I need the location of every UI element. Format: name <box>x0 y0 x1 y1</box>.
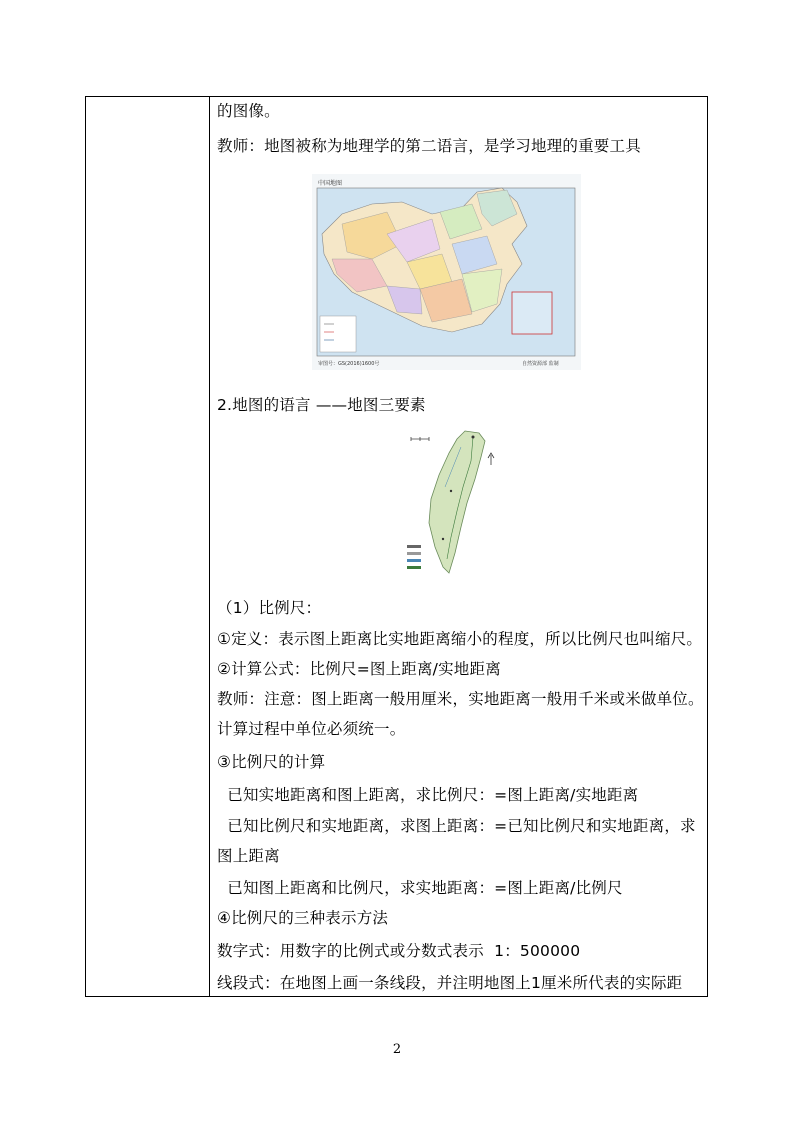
text-line: ③比例尺的计算 <box>217 753 326 771</box>
text-line: ④比例尺的三种表示方法 <box>217 909 389 927</box>
text-line: 已知比例尺和实地距离，求图上距离：=已知比例尺和实地距离，求 <box>217 817 696 835</box>
china-map-image <box>312 174 581 370</box>
column-divider <box>209 97 210 996</box>
map-footer-right: 自然资源部 监制 <box>522 361 559 367</box>
text-line: 教师：注意：图上距离一般用厘米，实地距离一般用千米或米做单位。 <box>217 690 704 708</box>
page-number: 2 <box>392 1042 402 1057</box>
section-heading: 2.地图的语言 ——地图三要素 <box>217 396 426 414</box>
text-line: 数字式：用数字的比例式或分数式表示 1：500000 <box>217 942 581 960</box>
map-title: 中国地图 <box>318 180 343 187</box>
text-line: 已知图上距离和比例尺，求实地距离：=图上距离/比例尺 <box>217 879 623 897</box>
text-line: 图上距离 <box>217 847 280 865</box>
text-line: ②计算公式：比例尺=图上距离/实地距离 <box>217 660 501 678</box>
lesson-table <box>85 96 708 997</box>
china-map-figure <box>312 174 581 370</box>
text-line: 计算过程中单位必须统一。 <box>217 720 406 738</box>
text-line: （1）比例尺： <box>217 599 322 617</box>
map-footer-left: 审图号：GS(2016)1600号 <box>318 361 380 367</box>
text-line: 的图像。 <box>217 102 280 120</box>
text-line: 教师：地图被称为地理学的第二语言，是学习地理的重要工具 <box>217 137 641 155</box>
text-line: 线段式：在地图上画一条线段，并注明地图上1厘米所代表的实际距 <box>217 974 683 992</box>
taiwan-map-figure <box>403 427 503 577</box>
text-line: 已知实地距离和图上距离，求比例尺：=图上距离/实地距离 <box>217 786 639 804</box>
text-line: ①定义：表示图上距离比实地距离缩小的程度，所以比例尺也叫缩尺。 <box>217 630 703 648</box>
taiwan-map-image <box>403 427 503 577</box>
